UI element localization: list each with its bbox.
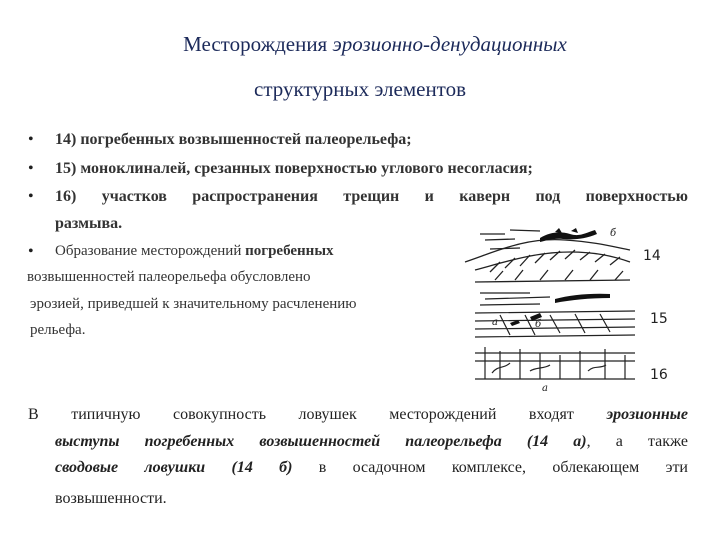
paragraph-line4: рельефа. — [30, 322, 86, 338]
bottom-text: в осадочном комплексе, облекающем эти — [292, 459, 688, 476]
figure-14-sketch — [445, 222, 635, 292]
paragraph-line1 — [55, 243, 334, 260]
bottom-line1 — [28, 406, 688, 424]
bottom-emph: сводовые ловушки (14 б) — [55, 459, 293, 476]
figure-label-a: а — [542, 383, 548, 393]
bullet-icon: • — [28, 131, 34, 148]
title-regular: Месторождения — [183, 32, 333, 56]
figure-number-14: 14 — [643, 248, 661, 264]
figure-label-b: б — [610, 228, 617, 239]
bullet-icon: • — [28, 243, 34, 260]
paragraph-line3: эрозией, приведшей к значительному расчленению — [30, 296, 357, 312]
paragraph-line2: возвышенностей палеорельефа обусловлено — [27, 269, 311, 285]
para-bold: погребенных — [245, 243, 334, 259]
title-italic: эрозионно-денудационных — [332, 32, 567, 56]
slide-title-line2: структурных элементов — [254, 77, 466, 101]
bullet-16-line2: размыва. — [55, 215, 123, 232]
bottom-text: , а также — [586, 433, 689, 450]
figure-number-16: 16 — [650, 367, 668, 383]
figure-label-a: а — [492, 317, 498, 328]
bullet-16-line1: 16) участков распространения трещин и каверн под поверхностью — [55, 188, 688, 205]
para-text: Образование месторождений — [55, 243, 246, 259]
bullet-15: 15) моноклиналей, срезанных поверхностью углового несогласия; — [55, 160, 533, 177]
figure-15-sketch — [470, 287, 640, 342]
figure-label-b: б — [535, 319, 542, 330]
slide-title-line1 — [15, 32, 720, 57]
bottom-emph: эрозионные — [606, 406, 688, 423]
bottom-line4: возвышенности. — [55, 490, 167, 507]
bullet-icon: • — [28, 160, 34, 177]
bullet-icon: • — [28, 188, 34, 205]
bottom-emph: выступы погребенных возвышенностей палеорельефа (14 а) — [55, 433, 587, 450]
bottom-line3 — [55, 459, 688, 477]
bullet-14: 14) погребенных возвышенностей палеорельефа; — [55, 131, 412, 148]
bottom-text: В типичную совокупность ловушек месторождений входят — [28, 406, 607, 423]
bottom-line2 — [55, 433, 688, 451]
figure-number-15: 15 — [650, 311, 668, 327]
figure-16-sketch — [470, 343, 640, 393]
